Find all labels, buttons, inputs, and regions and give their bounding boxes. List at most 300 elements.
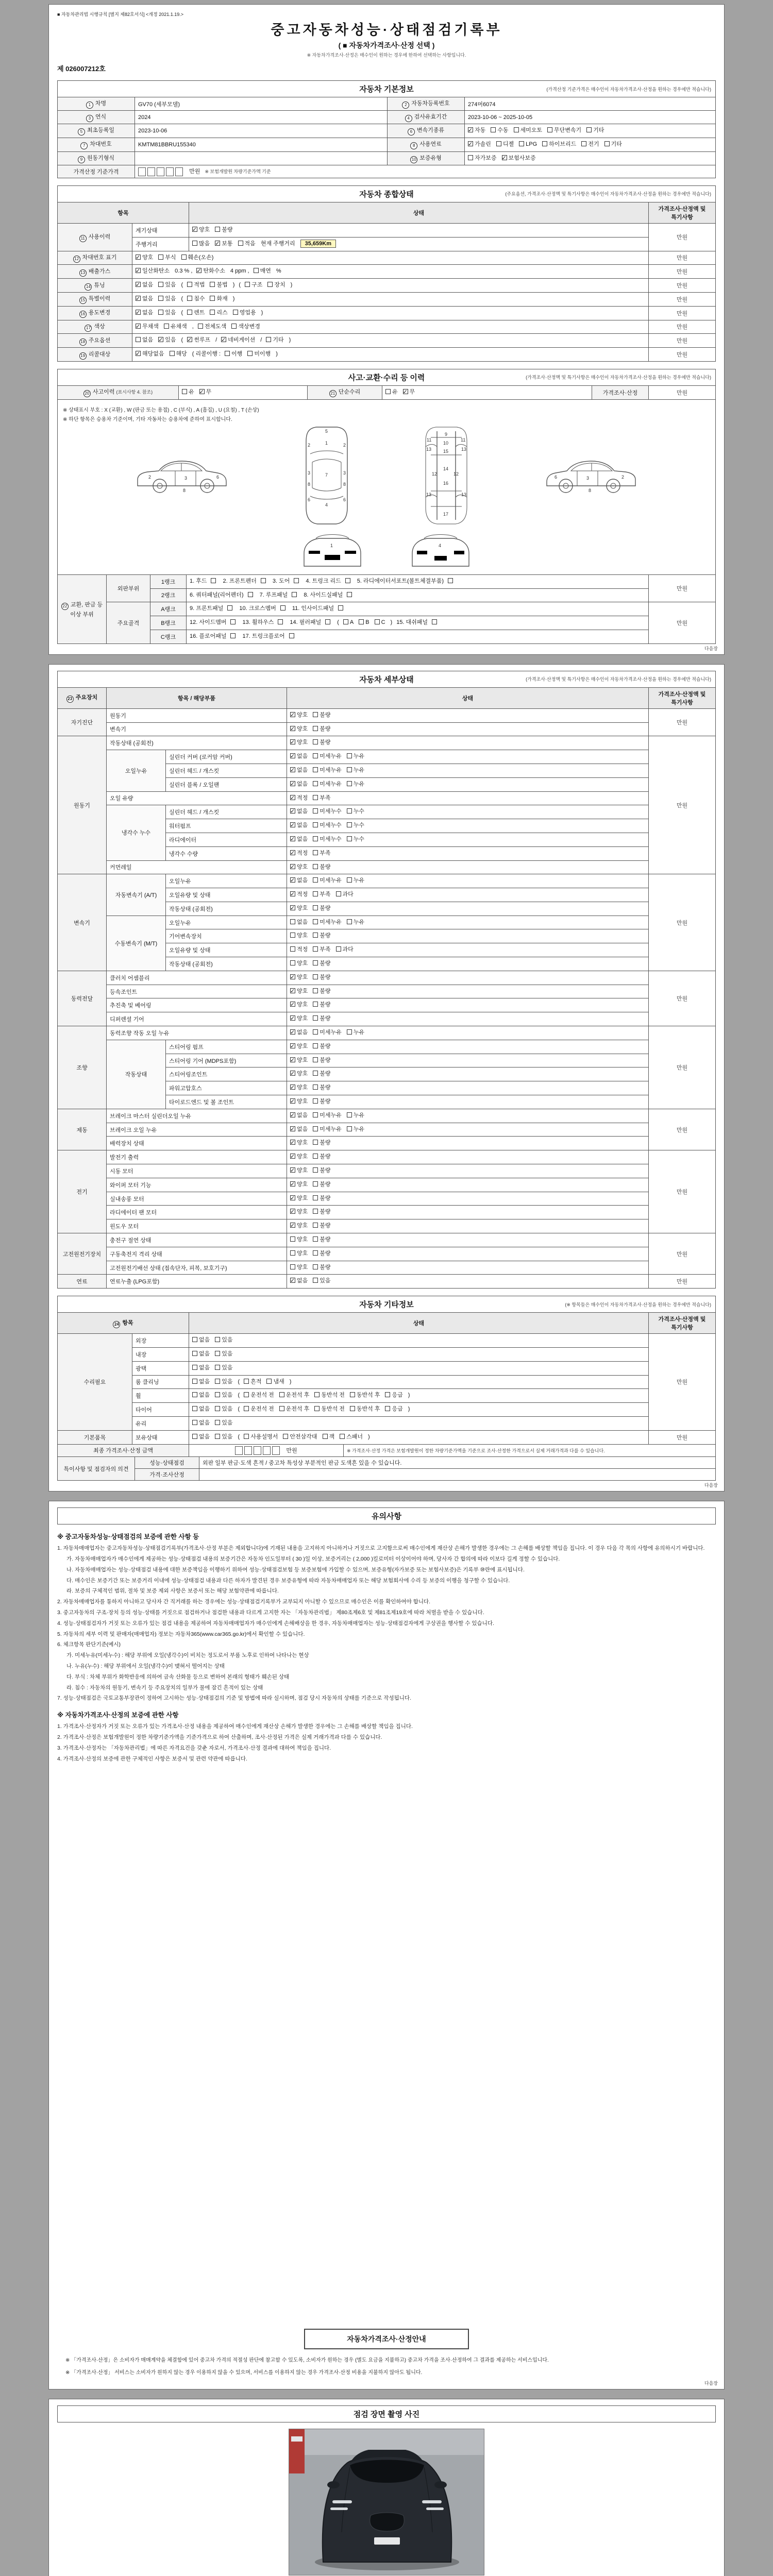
option-text: 11. 인사이드패널 [292, 605, 334, 612]
checkbox-blank[interactable] [448, 577, 455, 587]
checkbox-없음[interactable] [136, 308, 153, 318]
checkbox-box [192, 1337, 197, 1342]
checkbox-없음[interactable] [290, 752, 308, 762]
checkbox-box [290, 1002, 295, 1007]
checkbox-없음[interactable] [192, 1391, 210, 1401]
checkbox-있음[interactable] [215, 1349, 232, 1360]
checkbox-스패너[interactable] [340, 1432, 363, 1443]
checkbox-양호[interactable] [290, 738, 308, 748]
field-label: 사고이력 [92, 389, 115, 396]
checkbox-없음[interactable] [290, 821, 308, 831]
checkbox-label: A [349, 619, 354, 626]
checkbox-label: 미세누수 [320, 822, 342, 829]
checkbox-box [375, 619, 380, 624]
checkbox-양호[interactable] [192, 225, 210, 235]
option-group [290, 960, 336, 967]
checkbox-부족[interactable] [313, 890, 330, 900]
checkbox-blank[interactable] [230, 632, 237, 642]
checkbox-blank[interactable] [292, 590, 298, 601]
checkbox-이행[interactable] [225, 349, 242, 360]
detail-title: 자동차 세부상태 [359, 675, 414, 684]
checkbox-box [199, 389, 205, 394]
checkbox-label: 없음 [297, 767, 308, 773]
option-group [290, 850, 336, 856]
checkbox-누수[interactable] [347, 835, 364, 845]
checkbox-양호[interactable] [290, 1221, 308, 1231]
checkbox-누유[interactable] [347, 1125, 364, 1135]
checkbox-없음[interactable] [290, 1028, 308, 1038]
amount-unit: 만원 [286, 1447, 297, 1454]
checkbox-불량[interactable] [313, 987, 330, 997]
checkbox-해당[interactable] [170, 349, 187, 360]
checkbox-양호[interactable] [290, 1235, 308, 1245]
checkbox-양호[interactable] [290, 1083, 308, 1093]
checkbox-안전삼각대[interactable] [283, 1432, 317, 1443]
checkbox-불량[interactable] [313, 1097, 330, 1107]
checkbox-양호[interactable] [290, 1069, 308, 1079]
table-row [58, 1012, 716, 1026]
row-label: 기어변속장치 [166, 929, 287, 943]
checkbox-불량[interactable] [313, 1166, 330, 1176]
checkbox-있음[interactable] [215, 1335, 232, 1346]
checkbox-응급[interactable] [385, 1404, 402, 1415]
row-label: 동력조향 작동 오일 누유 [107, 1026, 287, 1040]
option-text: 17. 트렁크플로어 [242, 633, 285, 639]
checkbox-불량[interactable] [313, 724, 330, 735]
checkbox-있음[interactable] [215, 1377, 232, 1387]
checkbox-색상변경[interactable] [231, 322, 260, 332]
row-state [287, 902, 649, 916]
checkbox-자동[interactable] [468, 126, 485, 136]
option-group [290, 946, 359, 953]
field-label: 변속기종류 [416, 127, 445, 134]
checkbox-화재[interactable] [210, 294, 227, 304]
checkbox-양호[interactable] [290, 959, 308, 969]
checkbox-양호[interactable] [136, 253, 153, 263]
checkbox-적법[interactable] [187, 280, 205, 291]
checkbox-없음[interactable] [192, 1377, 210, 1387]
checkbox-누수[interactable] [347, 821, 364, 831]
checkbox-누수[interactable] [347, 807, 364, 817]
checkbox-없음[interactable] [136, 335, 153, 346]
checkbox-미세누유[interactable] [313, 766, 342, 776]
checkbox-양호[interactable] [290, 987, 308, 997]
checkbox-미세누수[interactable] [313, 835, 342, 845]
row-state [287, 1067, 649, 1081]
checkbox-불량[interactable] [313, 1138, 330, 1148]
checkbox-미세누유[interactable] [313, 876, 342, 886]
svg-text:13: 13 [461, 492, 467, 497]
checkbox-누유[interactable] [347, 918, 364, 928]
checkbox-있음[interactable] [215, 1418, 232, 1429]
checkbox-침수[interactable] [187, 294, 205, 304]
checkbox-있음[interactable] [215, 1391, 232, 1401]
checkbox-렌트[interactable] [187, 308, 205, 318]
checkbox-label: 양호 [297, 905, 308, 911]
checkbox-미세누유[interactable] [313, 1028, 342, 1038]
checkbox-C[interactable] [375, 618, 385, 628]
checkbox-전체도색[interactable] [198, 322, 227, 332]
checkbox-양호[interactable] [290, 1152, 308, 1162]
checkbox-blank[interactable] [248, 590, 255, 601]
checkbox-누유[interactable] [347, 766, 364, 776]
notice-paragraph: 다. 매수인은 보증기간 또는 보증거리 이내에 성능·상태점검 내용과 다른 하자가 발견된 경우 보증유형에 따라 자동차매매업자 또는 해당 보험회사에 수리 등 보증의 이행을 청구할 수 있습니다. [66, 1577, 510, 1584]
checkbox-있음[interactable] [215, 1432, 232, 1443]
checkbox-유[interactable] [182, 387, 194, 398]
checkbox-없음[interactable] [192, 1335, 210, 1346]
checkbox-미이행[interactable] [247, 349, 271, 360]
checkbox-네비게이션[interactable] [221, 335, 255, 346]
checkbox-응급[interactable] [385, 1391, 402, 1401]
checkbox-동반석 후[interactable] [350, 1404, 380, 1415]
checkbox-양호[interactable] [290, 1000, 308, 1010]
checkbox-과다[interactable] [336, 945, 354, 955]
option-group [290, 1154, 336, 1160]
checkbox-불량[interactable] [313, 862, 330, 873]
checkbox-탄화수소[interactable] [196, 266, 225, 277]
checkbox-적정[interactable] [290, 793, 308, 804]
checkbox-불량[interactable] [313, 959, 330, 969]
checkbox-기타[interactable] [266, 335, 283, 346]
checkbox-무[interactable] [199, 387, 212, 398]
checkbox-불량[interactable] [313, 1069, 330, 1079]
checkbox-불량[interactable] [313, 1000, 330, 1010]
checkbox-운전석 전[interactable] [244, 1404, 274, 1415]
checkbox-없음[interactable] [290, 779, 308, 790]
checkbox-불량[interactable] [313, 1207, 330, 1217]
checkbox-없음[interactable] [290, 807, 308, 817]
checkbox-없음[interactable] [290, 766, 308, 776]
checkbox-불량[interactable] [313, 1083, 330, 1093]
notices-body [57, 1524, 716, 2320]
checkbox-무[interactable] [403, 387, 415, 398]
field-label: 검사유효기간 [414, 114, 447, 120]
checkbox-사용설명서[interactable] [244, 1432, 278, 1443]
checkbox-있음[interactable] [158, 280, 176, 291]
checkbox-부족[interactable] [313, 793, 330, 804]
checkbox-불량[interactable] [313, 931, 330, 941]
checkbox-없음[interactable] [290, 835, 308, 845]
svg-text:12: 12 [432, 471, 438, 477]
checkbox-냄새[interactable] [266, 1377, 284, 1387]
checkbox-적정[interactable] [290, 890, 308, 900]
checkbox-blank[interactable] [278, 618, 284, 628]
checkbox-label: 응급 [392, 1392, 403, 1399]
checkbox-누유[interactable] [347, 1028, 364, 1038]
checkbox-훼손(오손)[interactable] [181, 253, 214, 263]
checkbox-blank[interactable] [280, 604, 287, 614]
checkbox-가솔린[interactable] [468, 140, 491, 150]
checkbox-리스[interactable] [210, 308, 227, 318]
checkbox-불량[interactable] [313, 738, 330, 748]
checkbox-양호[interactable] [290, 1194, 308, 1204]
checkbox-양호[interactable] [290, 931, 308, 941]
checkbox-불량[interactable] [313, 1152, 330, 1162]
checkbox-미세누유[interactable] [313, 779, 342, 790]
checkbox-box [385, 389, 391, 394]
table-row [58, 708, 716, 722]
accident-note: (가격조사·산정액 및 특기사항은 매수인이 자동차가격조사·산정을 원하는 경우에만 적습니다) [526, 375, 711, 380]
checkbox-label: 미세누수 [320, 836, 342, 842]
checkbox-부족[interactable] [313, 945, 330, 955]
checkbox-수동[interactable] [491, 126, 508, 136]
checkbox-미세누유[interactable] [313, 752, 342, 762]
row-state [287, 971, 649, 985]
checkbox-blank[interactable] [338, 604, 345, 614]
checkbox-있음[interactable] [215, 1363, 232, 1374]
checkbox-부식[interactable] [158, 253, 176, 263]
checkbox-양호[interactable] [290, 862, 308, 873]
checkbox-없음[interactable] [192, 1418, 210, 1429]
checkbox-하이브리드[interactable] [542, 140, 576, 150]
checkbox-없음[interactable] [290, 1276, 308, 1286]
checkbox-box [211, 578, 216, 583]
checkbox-label: 있음 [222, 1406, 233, 1413]
checkbox-box [192, 1434, 197, 1439]
checkbox-없음[interactable] [290, 876, 308, 886]
checkbox-적정[interactable] [290, 945, 308, 955]
checkbox-양호[interactable] [290, 1249, 308, 1259]
checkbox-양호[interactable] [290, 1166, 308, 1176]
checkbox-blank[interactable] [227, 604, 234, 614]
checkbox-없음[interactable] [192, 1363, 210, 1374]
group-name: 튜닝 [94, 282, 105, 289]
checkbox-운전석 후[interactable] [279, 1404, 310, 1415]
svg-text:8: 8 [343, 481, 346, 487]
checkbox-label: 누유 [353, 877, 365, 884]
checkbox-label: 양호 [199, 226, 210, 233]
checkbox-양호[interactable] [290, 1138, 308, 1148]
price-cell: 만원 [649, 1026, 716, 1109]
checkbox-양호[interactable] [290, 1014, 308, 1024]
checkbox-불량[interactable] [313, 710, 330, 721]
checkbox-누유[interactable] [347, 876, 364, 886]
checkbox-운전석 전[interactable] [244, 1391, 274, 1401]
checkbox-동반석 전[interactable] [314, 1391, 345, 1401]
detail-table [57, 687, 716, 1289]
checkbox-보통[interactable] [215, 239, 232, 249]
checkbox-label: 없음 [199, 1392, 210, 1399]
checkbox-해당없음[interactable] [136, 349, 164, 360]
checkbox-유[interactable] [385, 387, 398, 398]
checkbox-누유[interactable] [347, 752, 364, 762]
row-state [287, 1192, 649, 1206]
checkbox-적정[interactable] [290, 849, 308, 859]
checkbox-디젤[interactable] [496, 140, 514, 150]
table-row [58, 1430, 716, 1444]
checkbox-불법[interactable] [210, 280, 227, 291]
checkbox-양호[interactable] [290, 973, 308, 983]
checkbox-양호[interactable] [290, 1207, 308, 1217]
checkbox-있음[interactable] [158, 308, 176, 318]
checkbox-label: 불량 [320, 1057, 331, 1063]
checkbox-불량[interactable] [215, 225, 232, 235]
checkbox-양호[interactable] [290, 1097, 308, 1107]
checkbox-있음[interactable] [313, 1276, 330, 1286]
checkbox-box [136, 268, 141, 273]
checkbox-장치[interactable] [267, 280, 285, 291]
checkbox-box [158, 296, 163, 301]
checkbox-없음[interactable] [290, 1125, 308, 1135]
table-row [58, 722, 716, 736]
checkbox-잭[interactable] [323, 1432, 335, 1443]
checkbox-부족[interactable] [313, 849, 330, 859]
checkbox-box [192, 241, 197, 246]
checkbox-영업용[interactable] [233, 308, 256, 318]
notice-paragraph: 7. 성능·상태점검은 국토교통부장관이 정하여 고시하는 성능·상태점검의 기준 및 방법에 따라 실시하며, 점검 당시 자동차의 상태를 기준으로 작성됩니다. [57, 1695, 411, 1702]
checkbox-있음[interactable] [158, 335, 176, 346]
option-group [290, 864, 336, 870]
checkbox-미세누수[interactable] [313, 821, 342, 831]
checkbox-일산화탄소[interactable] [136, 266, 170, 277]
checkbox-불량[interactable] [313, 1249, 330, 1259]
checkbox-운전석 후[interactable] [279, 1391, 310, 1401]
checkbox-양호[interactable] [290, 1180, 308, 1190]
option-text: 8. 사이드실패널 [304, 591, 343, 598]
checkbox-미세누유[interactable] [313, 1125, 342, 1135]
checkbox-적음[interactable] [238, 239, 256, 249]
price-cell: 만원 [649, 292, 716, 306]
checkbox-있음[interactable] [158, 294, 176, 304]
checkbox-box [290, 1223, 295, 1228]
checkbox-많음[interactable] [192, 239, 210, 249]
checkbox-매연[interactable] [254, 266, 271, 277]
checkbox-box [313, 795, 318, 800]
checkbox-LPG[interactable] [519, 140, 537, 150]
checkbox-양호[interactable] [290, 904, 308, 914]
checkbox-blank[interactable] [345, 577, 352, 587]
checkbox-blank[interactable] [432, 618, 439, 628]
checkbox-blank[interactable] [211, 577, 217, 587]
checkbox-유채색[interactable] [164, 322, 187, 332]
checkbox-불량[interactable] [313, 973, 330, 983]
summary-table [57, 202, 716, 362]
option-text: ) [368, 1433, 370, 1440]
checkbox-무단변속기[interactable] [547, 126, 581, 136]
notice-paragraph: 라. 보증의 구체적인 범위, 절차 및 보증 제외 사항은 보증서 또는 해당 보험약관에 따릅니다. [66, 1588, 279, 1595]
svg-text:11: 11 [427, 437, 432, 443]
table-row [58, 860, 716, 874]
checkbox-A[interactable] [343, 618, 354, 628]
checkbox-B[interactable] [359, 618, 369, 628]
checkbox-불량[interactable] [313, 1235, 330, 1245]
checkbox-동반석 후[interactable] [350, 1391, 380, 1401]
checkbox-blank[interactable] [325, 618, 332, 628]
checkbox-있음[interactable] [215, 1404, 232, 1415]
checkbox-흔적[interactable] [244, 1377, 261, 1387]
row-label: 발전기 출력 [107, 1150, 287, 1164]
checkbox-불량[interactable] [313, 1263, 330, 1273]
row-label: 스티어링조인트 [166, 1067, 287, 1081]
year-label [58, 111, 135, 124]
checkbox-box [290, 712, 295, 717]
checkbox-없음[interactable] [290, 918, 308, 928]
checkbox-label: 양호 [297, 711, 308, 718]
row-state [287, 1109, 649, 1123]
checkbox-무채색[interactable] [136, 322, 159, 332]
amount-unit: 만원 [189, 168, 200, 175]
checkbox-미세누유[interactable] [313, 1111, 342, 1121]
option-group [290, 739, 336, 745]
checkbox-없음[interactable] [136, 294, 153, 304]
table-row [58, 1137, 716, 1150]
checkbox-누유[interactable] [347, 1111, 364, 1121]
checkbox-과다[interactable] [336, 890, 354, 900]
checkbox-없음[interactable] [192, 1432, 210, 1443]
first-reg-label [58, 124, 135, 138]
checkbox-label: 과다 [342, 891, 354, 898]
option-text: ( [181, 295, 183, 302]
checkbox-없음[interactable] [290, 1111, 308, 1121]
checkbox-양호[interactable] [290, 1056, 308, 1066]
checkbox-불량[interactable] [313, 1014, 330, 1024]
checkbox-없음[interactable] [136, 280, 153, 291]
checkbox-blank[interactable] [261, 577, 267, 587]
checkbox-box [283, 1434, 288, 1439]
table-row [58, 1348, 716, 1362]
price-cell: 만원 [649, 874, 716, 971]
checkbox-양호[interactable] [290, 1263, 308, 1273]
checkbox-기타[interactable] [604, 140, 622, 150]
checkbox-양호[interactable] [290, 724, 308, 735]
checkbox-보험사보증[interactable] [502, 154, 536, 164]
checkbox-구조[interactable] [245, 280, 262, 291]
checkbox-box [158, 282, 163, 287]
checkbox-없음[interactable] [192, 1404, 210, 1415]
checkbox-자가보증[interactable] [468, 154, 497, 164]
checkbox-양호[interactable] [290, 1042, 308, 1052]
basic-info-table [57, 97, 716, 178]
option-text: ) [390, 619, 393, 626]
checkbox-누유[interactable] [347, 779, 364, 790]
checkbox-box [586, 127, 592, 132]
option-group [290, 1015, 336, 1022]
checkbox-blank[interactable] [294, 577, 300, 587]
checkbox-세미오토[interactable] [514, 126, 543, 136]
checkbox-blank[interactable] [289, 632, 296, 642]
detail-header [57, 671, 716, 688]
checkbox-box [313, 1223, 318, 1228]
checkbox-불량[interactable] [313, 904, 330, 914]
checkbox-불량[interactable] [313, 1056, 330, 1066]
checkbox-없음[interactable] [192, 1349, 210, 1360]
others-header [57, 1296, 716, 1313]
checkbox-blank[interactable] [347, 590, 354, 601]
checkbox-box [170, 351, 175, 356]
checkbox-썬루프[interactable] [187, 335, 210, 346]
checkbox-box [245, 282, 250, 287]
notice-heading: ※ 자동차가격조사·산정의 보증에 관한 사항 [57, 1711, 179, 1719]
checkbox-미세누수[interactable] [313, 807, 342, 817]
item-number: 23 [66, 696, 74, 703]
checkbox-전기[interactable] [581, 140, 599, 150]
checkbox-불량[interactable] [313, 1042, 330, 1052]
checkbox-box [313, 1098, 318, 1104]
checkbox-불량[interactable] [313, 1221, 330, 1231]
checkbox-미세누유[interactable] [313, 918, 342, 928]
checkbox-양호[interactable] [290, 710, 308, 721]
checkbox-불량[interactable] [313, 1180, 330, 1190]
checkbox-box [290, 753, 295, 758]
checkbox-blank[interactable] [230, 618, 237, 628]
parts-group-label: 주요골격 [107, 602, 150, 643]
checkbox-불량[interactable] [313, 1194, 330, 1204]
panel-detail [48, 664, 725, 1492]
checkbox-label: 미세누유 [320, 1029, 342, 1036]
checkbox-기타[interactable] [586, 126, 604, 136]
checkbox-동반석 전[interactable] [314, 1404, 345, 1415]
checkbox-label: 수동 [497, 127, 509, 133]
